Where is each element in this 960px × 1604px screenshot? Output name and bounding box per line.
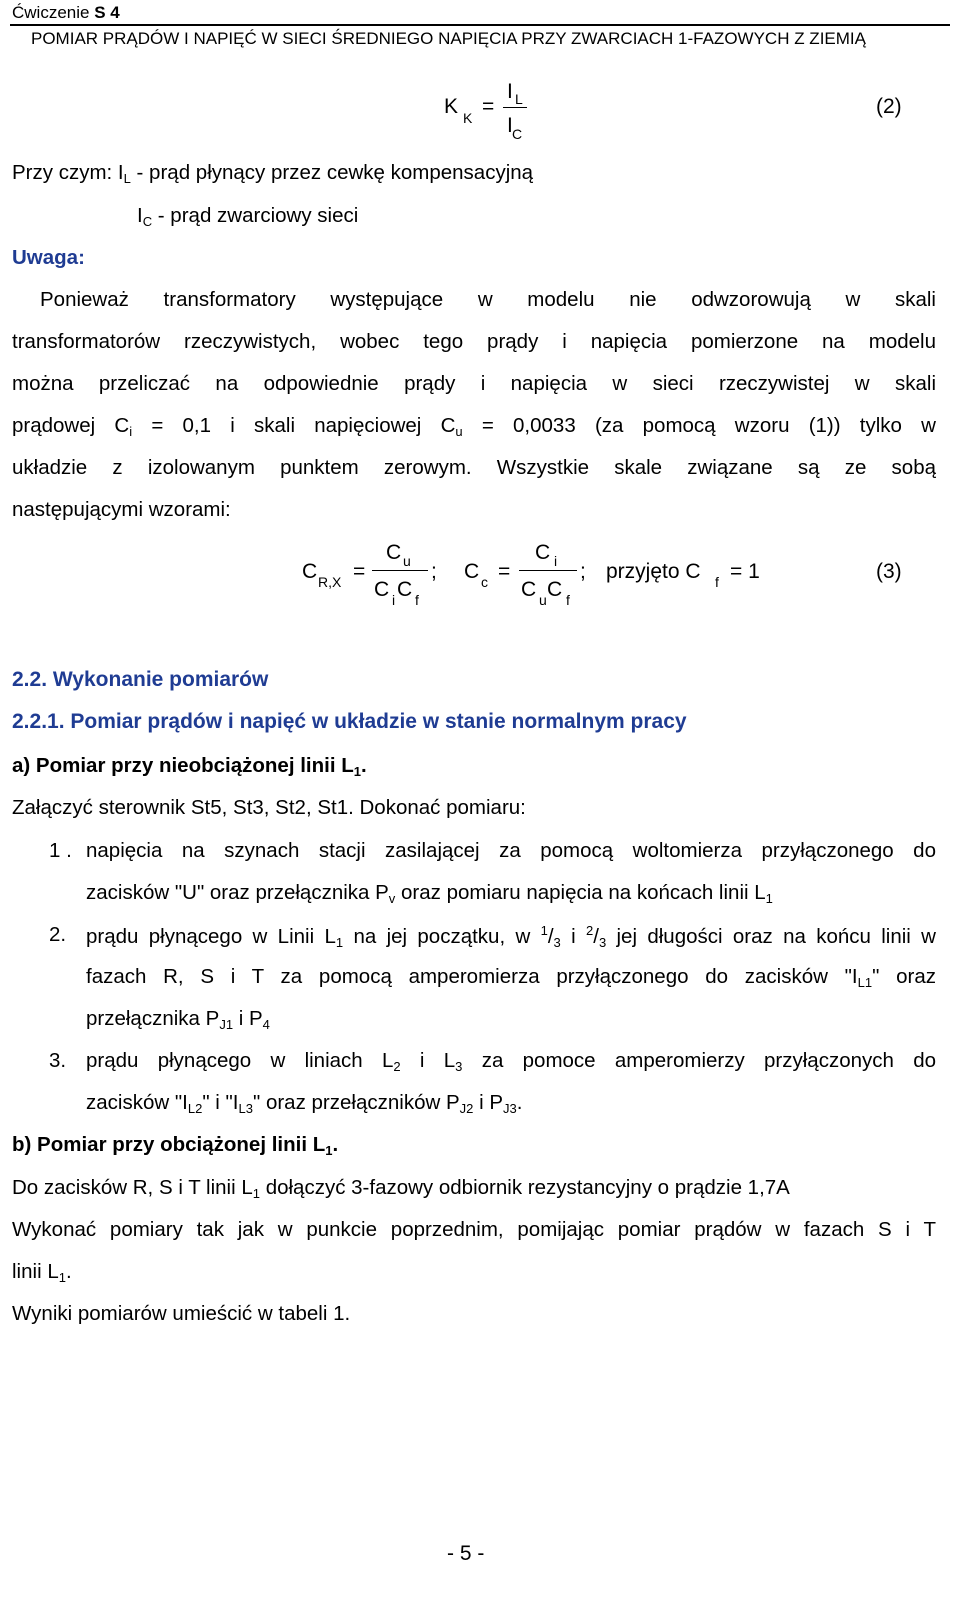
note-line-4: prądowej $C_i = 0,1$ i skali napięciowej $C_u = 0,0033$ (za pomocą wzoru (1)) tylko w [12,414,936,439]
fraction-bar [503,107,527,108]
list-item-number: 3. [49,1049,67,1072]
part-b-line-4: Wyniki pomiarów umieścić w tabeli 1. [12,1302,351,1325]
part-a-instruction: Załączyć sterownik St5, St3, St2, St1. Dokonać pomiaru: [12,796,526,819]
note-label: Uwaga: [12,246,85,269]
section-heading: 2.2. Wykonanie pomiarów [12,668,269,691]
exercise-label: Ćwiczenie [12,3,90,22]
note-line-2: transformatorów rzeczywistych, wobec tego prądy i napięcia pomierzone na modelu [12,330,936,353]
part-a-title: a) Pomiar przy nieobciążonej linii $L_1$. [12,754,367,779]
list-item-2-line-2: fazach R, S i T za pomocą amperomierza przyłączonego do zacisków "$I_{L1}$" oraz [86,965,936,990]
equation-number: (3) [876,560,902,583]
header-divider [10,24,950,26]
exercise-header [12,3,120,23]
list-item-1-line-1: napięcia na szynach stacji zasilającej za pomocą woltomierza przyłączonego do [86,839,936,862]
page-number: - 5 - [447,1542,485,1565]
fraction-bar [372,570,428,571]
list-item-number: 1 . [49,839,72,862]
note-line-3: można przeliczać na odpowiednie prądy i napięcia w sieci rzeczywistej w skali [12,372,936,395]
part-b-line-3: linii $L_1$. [12,1260,72,1285]
equation-number: (2) [876,95,902,118]
note-line-5: układzie z izolowanym punktem zerowym. Wszystkie skale związane są ze sobą [12,456,936,479]
part-b-line-1: Do zacisków R, S i T linii $L_1$ dołączyć 3-fazowy odbiornik rezystancyjny o prądzie 1,7A [12,1176,790,1201]
list-item-2-line-3: przełącznika $P_{J1}$ i $P_4$ [86,1007,270,1032]
list-item-1-line-2: zacisków "U" oraz przełącznika $P_v$ oraz pomiaru napięcia na końcach linii $L_1$ [86,881,773,906]
list-item-3-line-1: prądu płynącego w liniach $L_2$ i $L_3$ za pomoce amperomierzy przyłączonych do [86,1049,937,1074]
definition-il: Przy czym: $I_L$ - prąd płynący przez cewkę kompensacyjną [12,161,534,186]
header-title: POMIAR PRĄDÓW I NAPIĘĆ W SIECI ŚREDNIEGO NAPIĘCIA PRZY ZWARCIACH 1-FAZOWYCH Z ZIEMIĄ [31,29,866,48]
part-b-line-2: Wykonać pomiary tak jak w punkcie poprzednim, pomijając pomiar prądów w fazach S i T [12,1218,936,1241]
fraction-bar [519,570,577,571]
list-item-2-line-1: prądu płynącego w Linii $L_1$ na jej początku, w $^1/_3$ i $^2/_3$ jej długości oraz na końcu linii w [86,923,936,950]
subsection-heading: 2.2.1. Pomiar prądów i napięć w układzie w stanie normalnym pracy [12,710,687,733]
note-line-1: Ponieważ transformatory występujące w modelu nie odwzorowują w skali [40,288,936,311]
list-item-3-line-2: zacisków "$I_{L2}$" i "$I_{L3}$" oraz przełączników $P_{J2}$ i $P_{J3}$. [86,1091,523,1116]
definition-ic: $I_C$ - prąd zwarciowy sieci [137,204,359,229]
note-line-6: następującymi wzorami: [12,498,231,521]
list-item-number: 2. [49,923,67,946]
exercise-id: S 4 [94,3,120,22]
part-b-title: b) Pomiar przy obciążonej linii $L_1$. [12,1133,339,1158]
